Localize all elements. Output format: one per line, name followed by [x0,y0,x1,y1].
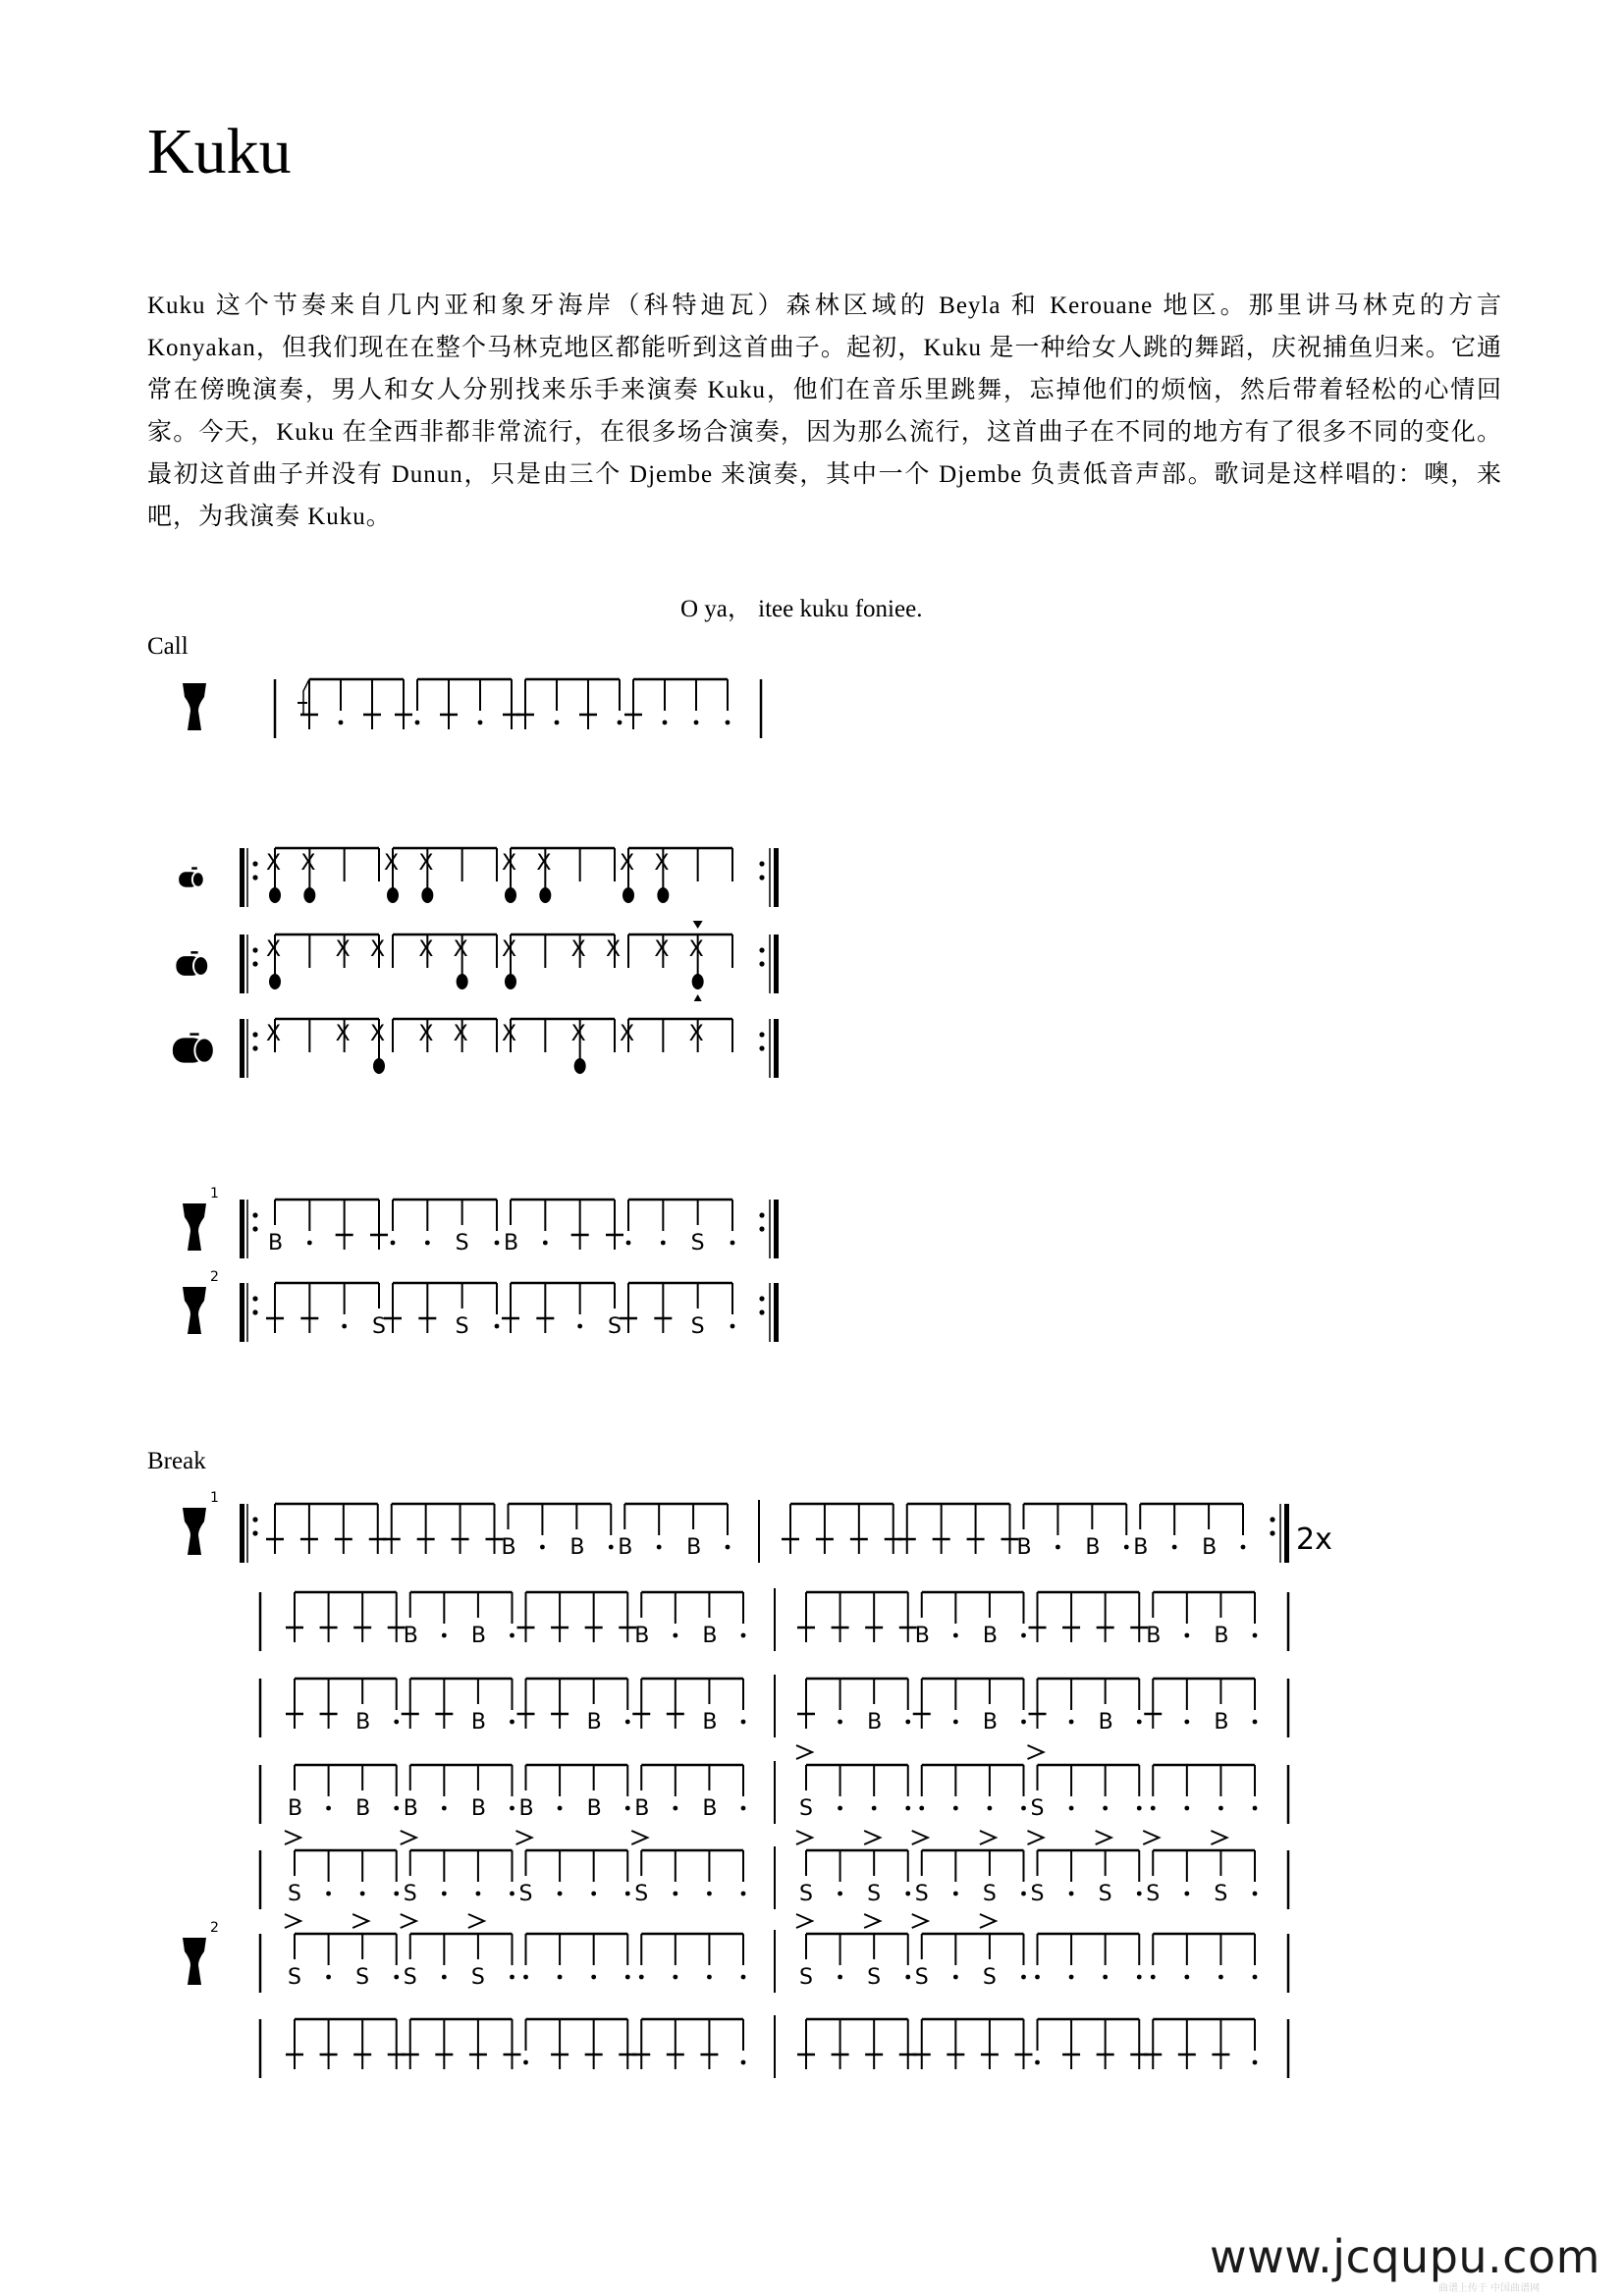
svg-text:X: X [502,1022,517,1046]
svg-text:B: B [702,1710,718,1735]
svg-text:2: 2 [210,1920,219,1936]
svg-text:B: B [268,1231,284,1255]
svg-text:B: B [355,1796,371,1821]
svg-text:B: B [634,1796,650,1821]
stave-break-5 [260,1831,1288,1909]
page-title: Kuku [147,116,292,187]
stave-dunun-dununba [173,1019,779,1078]
svg-text:B: B [403,1624,418,1648]
svg-text:X: X [370,1022,386,1046]
svg-text:X: X [654,851,670,876]
svg-text:X: X [502,851,517,876]
djembe-icon [183,1203,206,1251]
svg-text:S: S [403,1882,417,1906]
svg-text:X: X [620,1022,635,1046]
svg-text:X: X [453,937,468,962]
svg-text:B: B [569,1535,585,1560]
svg-text:B: B [1133,1535,1149,1560]
svg-text:B: B [982,1624,999,1648]
svg-text:S: S [1030,1796,1045,1821]
svg-text:S: S [914,1882,929,1906]
svg-text:X: X [620,851,635,876]
section-label-call: Call [147,633,189,660]
svg-text:S: S [608,1314,622,1339]
svg-text:B: B [1214,1624,1229,1648]
svg-text:S: S [867,1965,882,1990]
svg-text:S: S [1030,1882,1045,1906]
stave-break-7 [260,2015,1288,2078]
svg-text:2: 2 [210,1269,219,1285]
svg-text:B: B [586,1710,602,1735]
svg-text:B: B [1214,1710,1229,1735]
svg-text:X: X [570,1022,586,1046]
svg-text:B: B [1098,1710,1113,1735]
svg-text:B: B [702,1796,718,1821]
svg-text:S: S [799,1796,813,1821]
svg-text:X: X [418,851,434,876]
stave-break-4 [260,1745,1288,1824]
svg-text:S: S [288,1882,301,1906]
svg-text:B: B [618,1535,633,1560]
svg-text:B: B [702,1624,718,1648]
svg-text:S: S [982,1965,997,1990]
svg-text:X: X [453,1022,468,1046]
stave-djembe-1 [183,1186,779,1258]
svg-text:X: X [606,937,622,962]
stave-break-3 [260,1675,1288,1737]
watermark: www.jcqupu.com [1210,2230,1600,2283]
svg-text:S: S [455,1231,469,1255]
svg-text:B: B [504,1231,519,1255]
svg-text:X: X [502,937,517,962]
svg-text:X: X [654,937,670,962]
djembe-icon [183,1287,206,1334]
svg-text:S: S [1146,1882,1161,1906]
svg-text:B: B [470,1624,487,1648]
svg-text:B: B [1016,1535,1032,1560]
svg-text:B: B [982,1710,999,1735]
stave-break-1 [183,1490,1332,1563]
svg-text:B: B [914,1624,930,1648]
stave-break-6 [183,1914,1288,1993]
svg-text:X: X [266,1022,282,1046]
svg-text:S: S [1214,1882,1228,1906]
svg-text:X: X [370,937,386,962]
svg-text:S: S [690,1231,705,1255]
svg-text:S: S [982,1882,997,1906]
svg-text:S: S [914,1965,929,1990]
svg-text:B: B [288,1796,303,1821]
djembe-icon [183,1508,206,1555]
svg-text:S: S [372,1314,386,1339]
svg-text:S: S [403,1965,417,1990]
djembe-icon [183,1938,206,1985]
svg-text:B: B [403,1796,418,1821]
svg-text:B: B [867,1710,883,1735]
stave-dunun-kenkeni [179,848,779,907]
svg-text:X: X [570,937,586,962]
svg-text:X: X [688,937,704,962]
svg-text:B: B [470,1710,487,1735]
svg-text:S: S [1098,1882,1112,1906]
svg-text:X: X [266,851,282,876]
svg-text:X: X [300,851,316,876]
svg-text:B: B [634,1624,650,1648]
svg-text:B: B [355,1710,371,1735]
svg-text:S: S [799,1965,813,1990]
watermark-sub: 曲谱上传于 中国曲谱网 [1438,2283,1541,2294]
svg-text:B: B [518,1796,534,1821]
svg-text:X: X [384,851,400,876]
svg-text:S: S [690,1314,705,1339]
svg-text:B: B [686,1535,702,1560]
svg-text:B: B [470,1796,487,1821]
stave-djembe-2 [183,1269,779,1342]
intro-paragraph: Kuku 这个节奏来自几内亚和象牙海岸（科特迪瓦）森林区域的 Beyla 和 Kerouane 地区。那里讲马林克的方言 Konyakan，但我们现在在整个马林克地区都能听到这首曲子。起初，Kuku 是一种给女人跳的舞蹈，庆祝捕鱼归来。它通常在傍晚演奏，男人和女人分别找来乐手来演奏 Kuku，他们在音乐里跳舞，忘掉他们的烦恼，然后带着轻松的心情回家。今天，Kuku 在全西非都非常流行，在很多场合演奏，因为那么流行，这首曲子在不同的地方有了很多不同的变化。最初这首曲子并没有 Dunun，只是由三个 Djembe 来演奏，其中一个 Djembe 负责低音声部。歌词是这样唱的：噢，来吧，为我演奏 Kuku。 [147,293,1502,530]
section-label-break: Break [147,1448,206,1474]
svg-text:S: S [634,1882,649,1906]
svg-text:S: S [455,1314,469,1339]
repeat-count: 2x [1296,1522,1332,1557]
svg-text:S: S [355,1965,370,1990]
svg-text:S: S [799,1882,813,1906]
svg-text:B: B [586,1796,602,1821]
svg-text:X: X [266,937,282,962]
stave-break-2 [260,1588,1288,1651]
stave-dunun-sangban [176,921,779,1001]
svg-text:1: 1 [210,1186,219,1201]
svg-text:X: X [418,937,434,962]
svg-text:S: S [470,1965,485,1990]
svg-text:1: 1 [210,1490,219,1506]
svg-text:B: B [1146,1624,1162,1648]
svg-text:X: X [335,937,351,962]
svg-text:X: X [418,1022,434,1046]
svg-text:S: S [518,1882,533,1906]
lyric-line: O ya， itee kuku foniee. [680,596,923,622]
svg-text:X: X [536,851,552,876]
svg-text:B: B [1085,1535,1101,1560]
svg-text:S: S [867,1882,882,1906]
svg-text:X: X [335,1022,351,1046]
svg-text:B: B [1202,1535,1218,1560]
stave-call [183,679,761,738]
svg-text:X: X [688,1022,704,1046]
svg-text:S: S [288,1965,301,1990]
djembe-icon [183,683,206,730]
svg-text:B: B [501,1535,516,1560]
